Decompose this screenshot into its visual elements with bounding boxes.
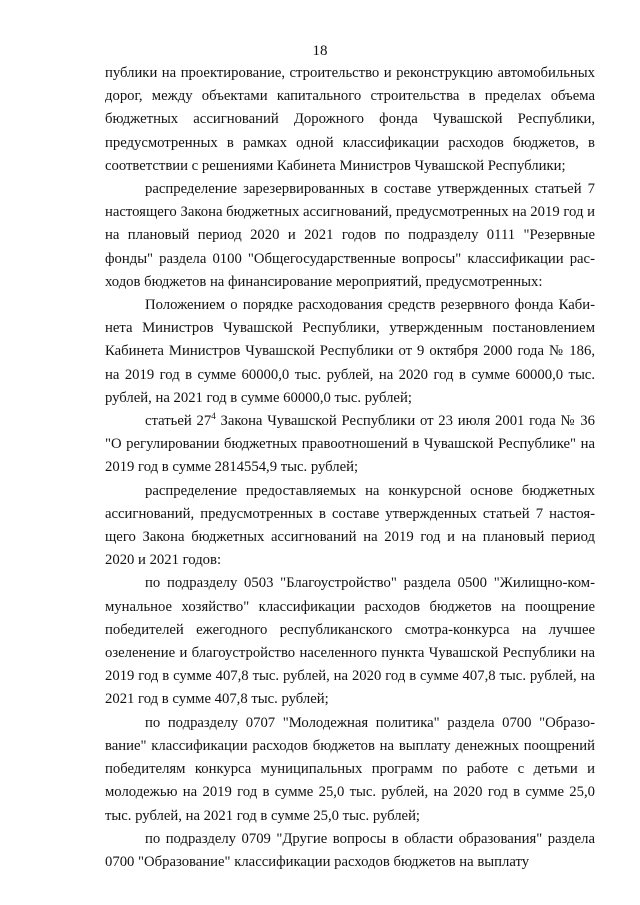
paragraph-competitive-allocations: распределение предоставляемых на конкурсной основе бюджетных ассигнований, предусмотренных в составе утвержденных статьей 7 настоящего Закона бюджетных ассигнований на 2019 год и на плановый период 2020 и 2021 годов: xyxy=(105,482,595,569)
paragraph-article-27-4-lead: статьей 27 xyxy=(145,413,212,430)
page-number: 18 xyxy=(312,43,328,59)
paragraph-subsection-0709: по подразделу 0709 "Другие вопросы в области образования" раздела 0700 "Образование" классификации расходов бюджетов на выплату xyxy=(105,830,595,870)
paragraph-continuation-roads: публики на проектирование, строительство и реконструкцию автомобильных дорог, между объектами капитального строительства в пределах объема бюджетных ассигнований Дорожного фонда Чувашской Республики, предусмотренных в рамках одной классификации расходов бюджетов, в соответствии с решениями Кабинета Министров Чувашской Республики; xyxy=(105,65,595,174)
document-body xyxy=(105,62,595,874)
article-superscript: 4 xyxy=(211,411,216,422)
paragraph-article-27-4 xyxy=(105,410,595,480)
paragraph-reserved-allocations: распределение зарезервированных в составе утвержденных статьей 7 настоящего Закона бюджетных ассигнований, предусмотренных на 2019 год и на плановый период 2020 и 2021 годов по подразделу 0111 "Резервные фонды" раздела 0100 "Общегосударственные вопросы" классификации расходов бюджетов на финансирование мероприятий, предусмотренных: xyxy=(105,181,595,290)
paragraph-subsection-0503: по подразделу 0503 "Благоустройство" раздела 0500 "Жилищно-коммунальное хозяйство" классификации расходов бюджетов на поощрение победителей ежегодного республиканского смотра-конкурса на лучшее озеленение и благоустройство населенного пункта Чувашской Республики на 2019 год в сумме 407,8 тыс. рублей, на 2020 год в сумме 407,8 тыс. рублей, на 2021 год в сумме 407,8 тыс. рублей; xyxy=(105,575,595,708)
paragraph-article-27-4-rest: Закона Чувашской Республики от 23 июля 2001 года № 36 "О регулировании бюджетных правоотношений в Чувашской Республике" на 2019 год в сумме 2814554,9 тыс. рублей; xyxy=(105,413,595,476)
paragraph-subsection-0707: по подразделу 0707 "Молодежная политика" раздела 0700 "Образование" классификации расходов бюджетов на выплату денежных поощрений победителям конкурса муниципальных программ по работе с детьми и молодежью на 2019 год в сумме 25,0 тыс. рублей, на 2020 год в сумме 25,0 тыс. рублей, на 2021 год в сумме 25,0 тыс. рублей; xyxy=(105,714,595,824)
paragraph-reserve-fund-regulation: Положением о порядке расходования средств резервного фонда Кабинета Министров Чувашской Республики, утвержденным постановлением Кабинета Министров Чувашской Республики от 9 октября 2000 года № 186, на 2019 год в сумме 60000,0 тыс. рублей, на 2020 год в сумме 60000,0 тыс. рублей, на 2021 год в сумме 60000,0 тыс. рублей; xyxy=(105,297,595,406)
